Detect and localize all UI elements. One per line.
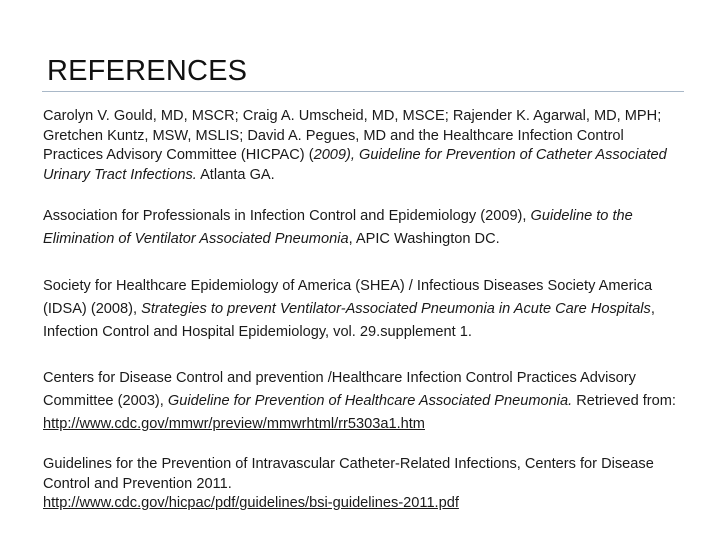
reference-link[interactable]: http://www.cdc.gov/mmwr/preview/mmwrhtml/rr5303a1.htm (43, 416, 425, 432)
reference-title: 2009), Guideline for Prevention of Catheter Associated Urinary Tract Infections. (43, 147, 667, 183)
reference-title: Guideline to the Elimination of Ventilator Associated Pneumonia (43, 208, 633, 247)
reference-text: Carolyn V. Gould, MD, MSCR; Craig A. Umscheid, MD, MSCE; Rajender K. Agarwal, MD, MPH; Gretchen Kuntz, MSW, MSLIS; David A. Pegues, MD and the Healthcare Infection Control Practices Advisory Committee (HICPAC) ( (43, 108, 662, 163)
reference-item (43, 205, 683, 251)
reference-title: Strategies to prevent Ventilator-Associated Pneumonia in Acute Care Hospitals (141, 301, 651, 317)
reference-text: Atlanta GA. (196, 166, 275, 183)
reference-text: Association for Professionals in Infection Control and Epidemiology (2009), (43, 208, 531, 224)
reference-link[interactable]: http://www.cdc.gov/hicpac/pdf/guidelines/bsi-guidelines-2011.pdf (43, 495, 459, 511)
reference-text: , Infection Control and Hospital Epidemiology, vol. 29.supplement 1. (43, 301, 655, 340)
reference-text: Guidelines for the Prevention of Intravascular Catheter-Related Infections, Centers for Disease Control and Prevention 2011. (43, 456, 654, 492)
reference-text: Centers for Disease Control and prevention /Healthcare Infection Control Practices Advisory Committee (2003), (43, 370, 636, 409)
reference-item (43, 275, 683, 344)
title-divider (42, 91, 684, 92)
reference-title: Guideline for Prevention of Healthcare Associated Pneumonia. (167, 393, 573, 409)
reference-text: Retrieved from: (572, 393, 676, 409)
reference-text: Society for Healthcare Epidemiology of America (SHEA) / Infectious Diseases Society America (IDSA) (2008), (43, 278, 653, 317)
page-title: REFERENCES (47, 55, 248, 87)
reference-item (43, 367, 683, 436)
reference-item (43, 455, 683, 514)
reference-text: , APIC Washington DC. (348, 231, 500, 247)
reference-item (43, 107, 683, 185)
